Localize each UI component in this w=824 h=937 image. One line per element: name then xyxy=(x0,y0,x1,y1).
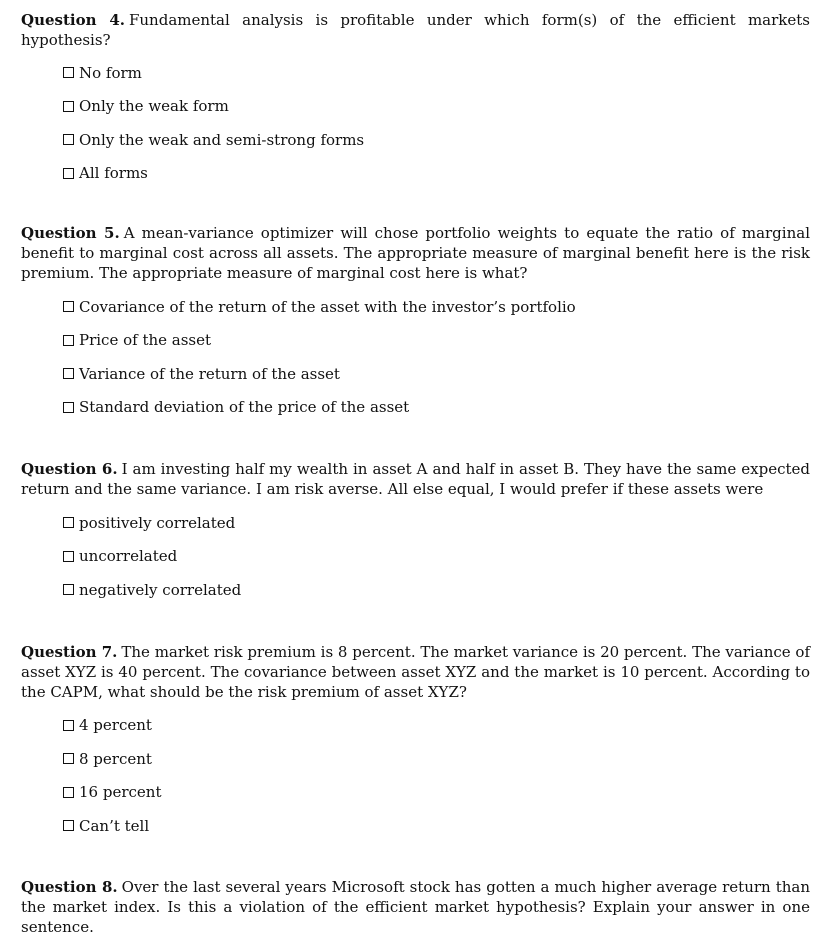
question-4-option-2[interactable] xyxy=(63,90,810,124)
option-label: Only the weak and semi-strong forms xyxy=(79,130,365,149)
option-label: 8 percent xyxy=(79,749,152,768)
question-6-option-3[interactable] xyxy=(63,573,810,607)
checkbox-icon[interactable] xyxy=(63,168,74,179)
question-7 xyxy=(21,642,810,843)
question-7-option-1[interactable] xyxy=(63,709,810,743)
question-4-option-4[interactable] xyxy=(63,157,810,191)
option-label: negatively correlated xyxy=(79,580,242,599)
question-4-prompt xyxy=(21,10,810,50)
question-6-label: Question 6. xyxy=(21,460,118,478)
option-label: Variance of the return of the asset xyxy=(79,364,340,383)
question-6-options xyxy=(21,506,810,607)
question-4 xyxy=(21,10,810,190)
question-4-option-1[interactable] xyxy=(63,56,810,90)
checkbox-icon[interactable] xyxy=(63,134,74,145)
question-5 xyxy=(21,223,810,424)
question-4-text: Fundamental analysis is profitable under which form(s) of the efficient markets hypothesis? xyxy=(21,11,810,49)
question-6-prompt xyxy=(21,459,810,499)
checkbox-icon[interactable] xyxy=(63,101,74,112)
question-5-option-3[interactable] xyxy=(63,357,810,391)
checkbox-icon[interactable] xyxy=(63,517,74,528)
checkbox-icon[interactable] xyxy=(63,67,74,78)
question-8-text: Over the last several years Microsoft stock has gotten a much higher average return than the market index. Is this a violation of the efficient market hypothesis? Explain your answer in one sentence. xyxy=(21,877,810,936)
question-5-options xyxy=(21,290,810,424)
question-5-text: A mean-variance optimizer will chose portfolio weights to equate the ratio of marginal benefit to marginal cost across all assets. The appropriate measure of marginal benefit here is the risk premium. The appropriate measure of marginal cost here is what? xyxy=(21,224,810,282)
question-5-option-2[interactable] xyxy=(63,324,810,358)
option-label: Price of the asset xyxy=(79,331,212,350)
option-label: All forms xyxy=(79,164,148,183)
question-5-option-1[interactable] xyxy=(63,290,810,324)
question-4-options xyxy=(21,56,810,190)
option-label: positively correlated xyxy=(79,513,236,532)
question-4-option-3[interactable] xyxy=(63,123,810,157)
checkbox-icon[interactable] xyxy=(63,720,74,731)
option-label: 4 percent xyxy=(79,716,152,735)
question-7-label: Question 7. xyxy=(21,642,118,661)
option-label: Only the weak form xyxy=(79,97,229,116)
question-5-prompt xyxy=(21,223,810,283)
question-5-label: Question 5. xyxy=(21,224,120,242)
question-7-text: The market risk premium is 8 percent. The market variance is 20 percent. The variance of asset XYZ is 40 percent. The covariance between asset XYZ and the market is 10 percent. According to the CAPM, what should be the risk premium of asset XYZ? xyxy=(21,642,811,701)
checkbox-icon[interactable] xyxy=(63,368,74,379)
checkbox-icon[interactable] xyxy=(63,820,74,831)
question-8-label: Question 8. xyxy=(21,877,118,896)
option-label: Covariance of the return of the asset with the investor’s portfolio xyxy=(79,297,576,316)
question-6-text: I am investing half my wealth in asset A and half in asset B. They have the same expected return and the same variance. I am risk averse. All else equal, I would prefer if these assets were xyxy=(21,460,810,498)
option-label: 16 percent xyxy=(79,783,162,802)
question-7-option-3[interactable] xyxy=(63,776,810,810)
checkbox-icon[interactable] xyxy=(63,753,74,764)
question-6-option-1[interactable] xyxy=(63,506,810,540)
question-6-option-2[interactable] xyxy=(63,540,810,574)
option-label: uncorrelated xyxy=(79,547,178,566)
question-7-option-4[interactable] xyxy=(63,809,810,843)
checkbox-icon[interactable] xyxy=(63,335,74,346)
option-label: No form xyxy=(79,63,142,82)
checkbox-icon[interactable] xyxy=(63,301,74,312)
checkbox-icon[interactable] xyxy=(63,584,74,595)
question-6 xyxy=(21,459,810,607)
checkbox-icon[interactable] xyxy=(63,402,74,413)
question-7-prompt xyxy=(21,642,810,702)
question-5-option-4[interactable] xyxy=(63,391,810,425)
question-4-label: Question 4. xyxy=(21,11,125,29)
option-label: Can’t tell xyxy=(79,816,150,835)
checkbox-icon[interactable] xyxy=(63,551,74,562)
option-label: Standard deviation of the price of the asset xyxy=(79,398,410,417)
question-7-options xyxy=(21,709,810,843)
checkbox-icon[interactable] xyxy=(63,787,74,798)
question-7-option-2[interactable] xyxy=(63,742,810,776)
